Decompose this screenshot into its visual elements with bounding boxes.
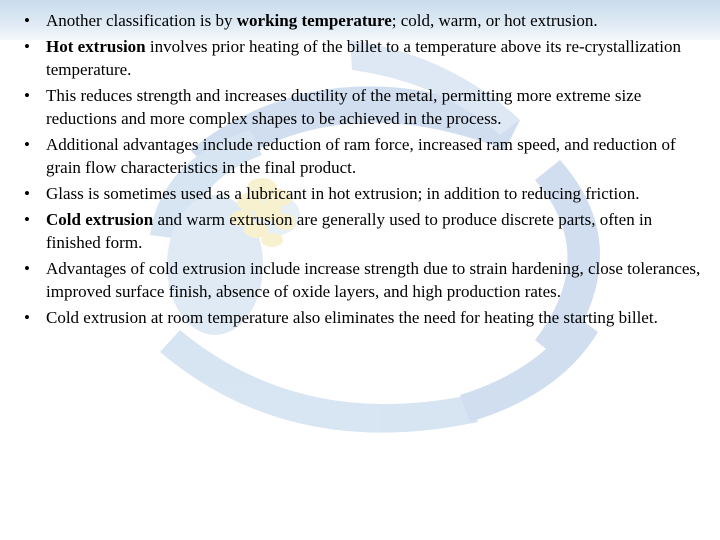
- bullet-text: This reduces strength and increases ductility of the metal, permitting more extreme size reductions and more complex shapes to be achieved in the process.: [46, 86, 642, 128]
- bullet-item: [24, 35, 704, 81]
- bullet-text: and warm extrusion are generally used to produce discrete parts, often in finished form.: [46, 210, 653, 252]
- bullet-dot-icon: •: [24, 86, 30, 105]
- bullet-item: [24, 182, 704, 205]
- bullet-item: [24, 133, 704, 179]
- bullet-emphasis-text: Hot extrusion: [46, 37, 146, 56]
- bullet-text: Glass is sometimes used as a lubricant in hot extrusion; in addition to reducing friction.: [46, 184, 640, 203]
- bullet-dot-icon: •: [24, 259, 30, 278]
- bullet-list: [24, 9, 704, 329]
- bullet-text: involves prior heating of the billet to a temperature above its re-crystallization temperature.: [46, 37, 681, 79]
- bullet-text: Additional advantages include reduction of ram force, increased ram speed, and reduction of grain flow characteristics in the final product.: [46, 135, 676, 177]
- bullet-item: [24, 257, 704, 303]
- bullet-emphasis-text: Cold extrusion: [46, 210, 154, 229]
- bullet-item: [24, 208, 704, 254]
- slide-body: [24, 9, 704, 332]
- bullet-text: Cold extrusion at room temperature also eliminates the need for heating the starting billet.: [46, 308, 658, 327]
- bullet-dot-icon: •: [24, 210, 30, 229]
- bullet-dot-icon: •: [24, 11, 30, 30]
- bullet-dot-icon: •: [24, 37, 30, 56]
- bullet-text: Advantages of cold extrusion include increase strength due to strain hardening, close tolerances, improved surface finish, absence of oxide layers, and high production rates.: [46, 259, 701, 301]
- bullet-dot-icon: •: [24, 308, 30, 327]
- bullet-item: [24, 306, 704, 329]
- bullet-item: [24, 84, 704, 130]
- bullet-text: Another classification is by: [46, 11, 237, 30]
- bullet-emphasis-text: working temperature: [236, 11, 392, 30]
- bullet-item: [24, 9, 704, 32]
- bullet-dot-icon: •: [24, 135, 30, 154]
- bullet-text: ; cold, warm, or hot extrusion.: [391, 11, 598, 30]
- bullet-dot-icon: •: [24, 184, 30, 203]
